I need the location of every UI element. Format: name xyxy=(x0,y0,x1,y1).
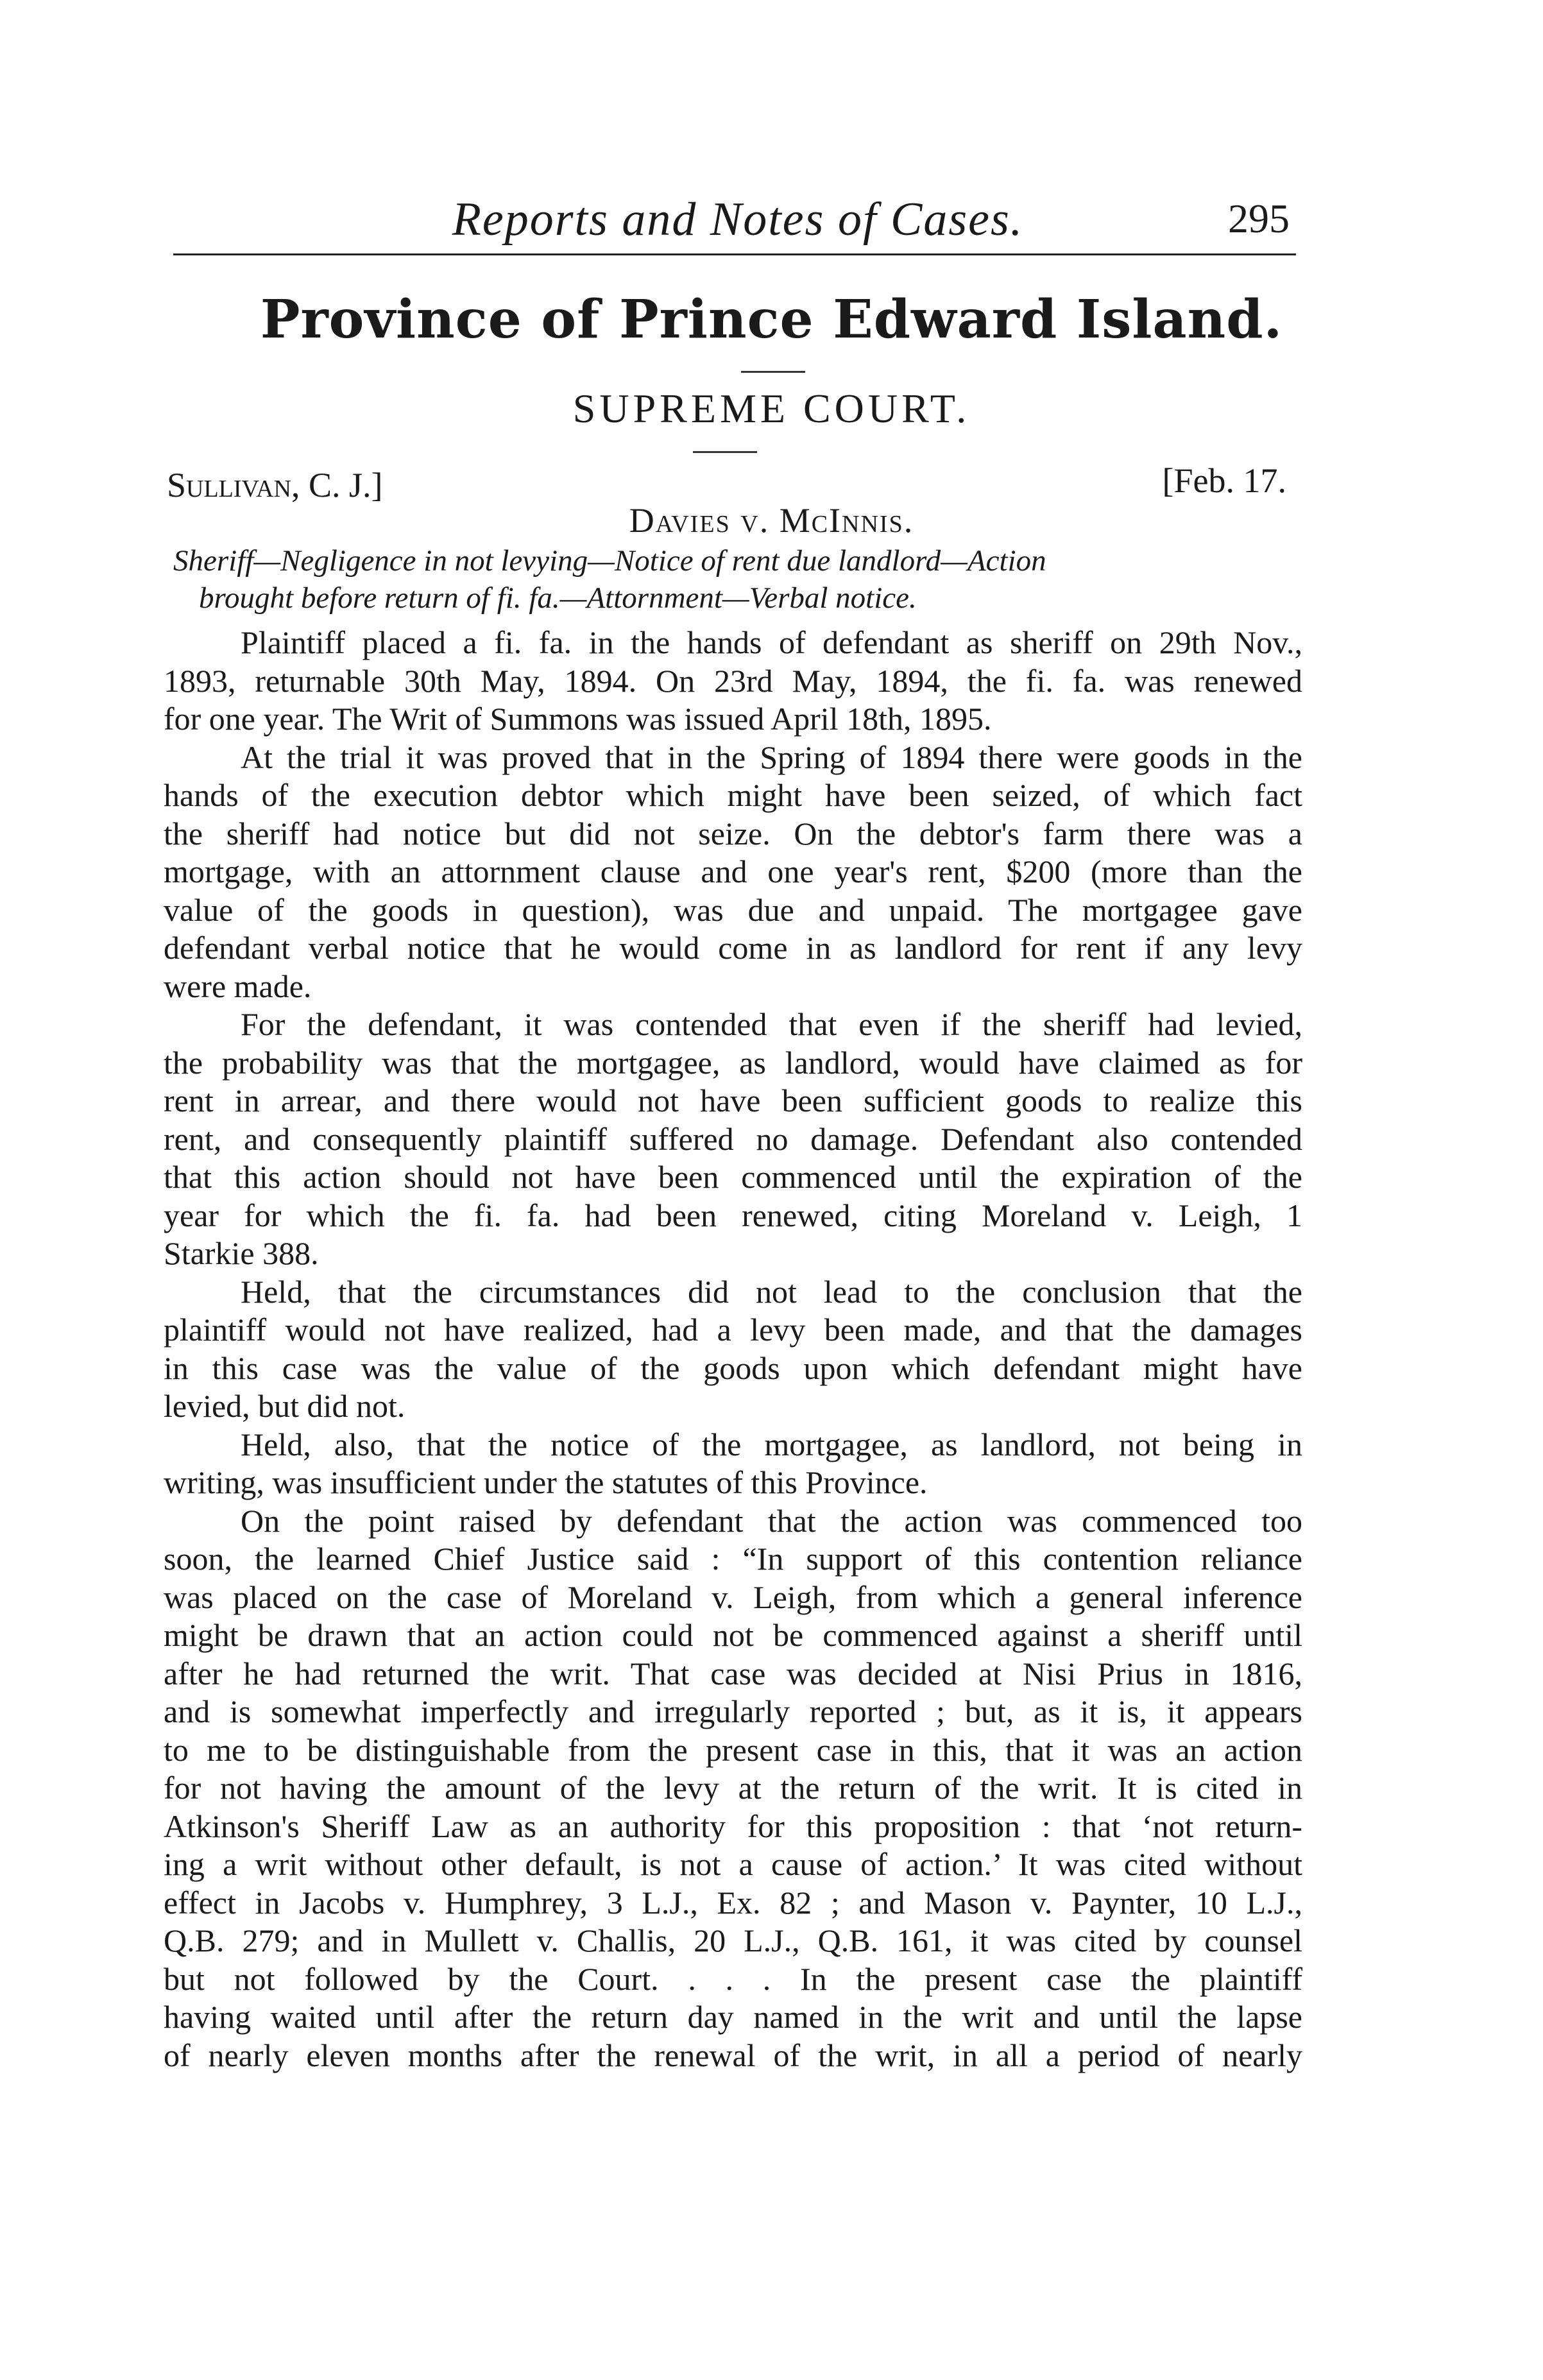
body-line: having waited until after the return day named in the writ and until the lapse xyxy=(164,1999,1302,2035)
body-line: but not followed by the Court. . . . In the present case the plaintiff xyxy=(164,1960,1302,1997)
body-line: levied, but did not. xyxy=(164,1388,405,1424)
body-line: Atkinson's Sheriff Law as an authority for this proposition : that ‘not return- xyxy=(164,1808,1302,1844)
body-line: Q.B. 279; and in Mullett v. Challis, 20 L.J., Q.B. 161, it was cited by counsel xyxy=(164,1922,1302,1958)
body-line: might be drawn that an action could not be commenced against a sheriff until xyxy=(164,1617,1302,1653)
body-line: to me to be distinguishable from the present case in this, that it was an action xyxy=(164,1731,1302,1768)
body-line: after he had returned the writ. That case was decided at Nisi Prius in 1816, xyxy=(164,1655,1302,1691)
body-line: writing, was insufficient under the statutes of this Province. xyxy=(164,1464,928,1500)
case-name: Davies v. McInnis. xyxy=(629,501,914,540)
headnote-line: brought before return of fi. fa.—Attornment—Verbal notice. xyxy=(199,581,917,615)
province-heading: Province of Prince Edward Island. xyxy=(260,289,1283,350)
judge-name: Sullivan, C. J.] xyxy=(167,466,383,504)
running-head xyxy=(173,193,1302,250)
body-line: For the defendant, it was contended that even if the sheriff had levied, xyxy=(241,1006,1302,1042)
body-line: Plaintiff placed a fi. fa. in the hands of defendant as sheriff on 29th Nov., xyxy=(241,624,1302,660)
page-number: 295 xyxy=(1228,196,1290,241)
case-date: [Feb. 17. xyxy=(1162,461,1286,500)
divider-rule xyxy=(693,451,757,453)
headnote xyxy=(173,542,1296,617)
body-line: mortgage, with an attornment clause and one year's rent, $200 (more than the xyxy=(164,853,1302,889)
body-line: Held, that the circumstances did not lead to the conclusion that the xyxy=(241,1273,1302,1310)
body-line: of nearly eleven months after the renewal of the writ, in all a period of nearly xyxy=(164,2037,1302,2073)
body-line: soon, the learned Chief Justice said : “In support of this contention reliance xyxy=(164,1541,1302,1577)
body-line: rent, and consequently plaintiff suffered no damage. Defendant also contended xyxy=(164,1120,1302,1157)
body-line: effect in Jacobs v. Humphrey, 3 L.J., Ex. 82 ; and Mason v. Paynter, 10 L.J., xyxy=(164,1884,1302,1921)
body-line: were made. xyxy=(164,968,312,1004)
body-line: value of the goods in question), was due and unpaid. The mortgagee gave xyxy=(164,891,1302,928)
body-line: that this action should not have been commenced until the expiration of the xyxy=(164,1159,1302,1195)
body-line: Starkie 388. xyxy=(164,1235,319,1271)
body-line: for not having the amount of the levy at the return of the writ. It is cited in xyxy=(164,1770,1302,1806)
body-line: 1893, returnable 30th May, 1894. On 23rd May, 1894, the fi. fa. was renewed xyxy=(164,662,1302,699)
body-line: ing a writ without other default, is not a cause of action.’ It was cited without xyxy=(164,1846,1302,1882)
body-line: hands of the execution debtor which might have been seized, of which fact xyxy=(164,777,1302,813)
body-line: the sheriff had notice but did not seize. On the debtor's farm there was a xyxy=(164,815,1302,852)
header-rule xyxy=(173,253,1296,255)
body-line: was placed on the case of Moreland v. Leigh, from which a general inference xyxy=(164,1579,1302,1615)
body-line: plaintiff would not have realized, had a levy been made, and that the damages xyxy=(164,1312,1302,1348)
court-heading: SUPREME COURT. xyxy=(572,386,971,431)
body-line: in this case was the value of the goods upon which defendant might have xyxy=(164,1349,1302,1386)
body-text xyxy=(164,624,1302,2075)
body-line: for one year. The Writ of Summons was issued April 18th, 1895. xyxy=(164,701,992,737)
body-line: the probability was that the mortgagee, as landlord, would have claimed as for xyxy=(164,1044,1302,1081)
body-line: rent in arrear, and there would not have been sufficient goods to realize this xyxy=(164,1083,1302,1118)
divider-rule xyxy=(741,371,805,373)
headnote-line: Sheriff—Negligence in not levying—Notice of rent due landlord—Action xyxy=(173,544,1046,578)
running-title: Reports and Notes of Cases. xyxy=(452,193,1024,246)
body-line: On the point raised by defendant that the action was commenced too xyxy=(241,1502,1302,1539)
body-line: At the trial it was proved that in the Spring of 1894 there were goods in the xyxy=(241,739,1302,775)
body-line: Held, also, that the notice of the mortgagee, as landlord, not being in xyxy=(241,1426,1302,1462)
body-line: year for which the fi. fa. had been renewed, citing Moreland v. Leigh, 1 xyxy=(164,1197,1302,1233)
body-line: defendant verbal notice that he would come in as landlord for rent if any levy xyxy=(164,930,1302,966)
body-line: and is somewhat imperfectly and irregularly reported ; but, as it is, it appears xyxy=(164,1693,1302,1729)
